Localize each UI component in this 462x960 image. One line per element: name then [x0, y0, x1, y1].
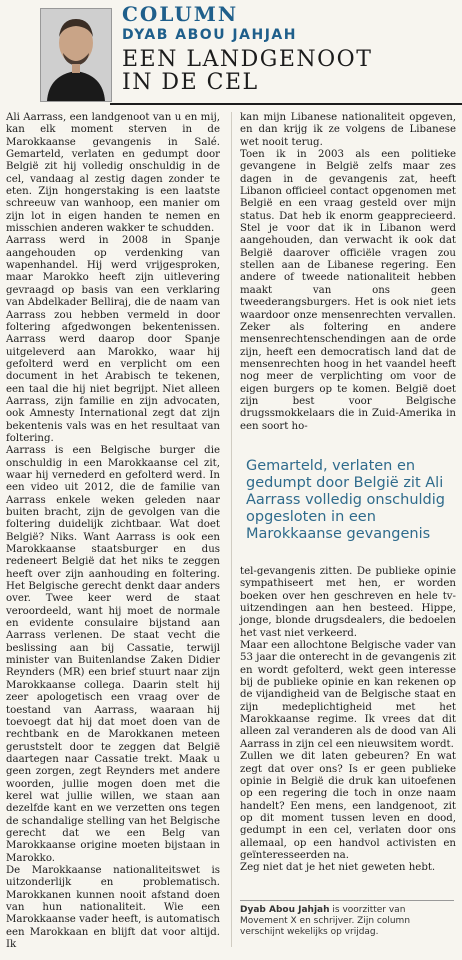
- paragraph: De Marokkaanse nationaliteitswet is uitzonderlijk en problematisch. Marokkanen kunnen nooit afstand doen van hun nationaliteit. Wie een Marokkaanse vader heeft, is automatisch een Marokkaan en blijft dat voor altijd. Ik: [6, 864, 220, 951]
- bio-text: is voorzitter van Movement X en schrijver. Zijn column verschijnt wekelijks op vrijdag.: [240, 905, 411, 937]
- paragraph: Maar een allochtone Belgische vader van 53 jaar die onterecht in de gevangenis zit en wordt gefolterd, wekt geen interesse bij de publieke opinie en kan rekenen op de vijandigheid van de Belgische staat en zijn medeplichtigheid met het Marokkaanse regime. Ik vrees dat dit alleen zal veranderen als de dood van Ali Aarrass in zijn cel een nieuwsitem wordt.: [240, 640, 456, 750]
- paragraph: tel-gevangenis zitten. De publieke opinie sympathiseert met hen, er worden boeken over hen geschreven en hele tv-uitzendingen aan hen besteed. Hippe, jonge, blonde drugsdealers, die bedoelen het vast niet verkeerd.: [240, 566, 456, 639]
- author-portrait-icon: [41, 9, 111, 101]
- section-kicker: COLUMN: [122, 2, 239, 26]
- article-column-right-bottom: [240, 566, 456, 875]
- article-column-right-top: [240, 112, 456, 433]
- paragraph: Aarrass werd in 2008 in Spanje aangehouden op verdenking van wapenhandel. Hij werd vrijgesproken, maar Marokko heeft zijn uitlevering gevraagd op basis van een verklaring van Abdelkader Belliraj, die de naam van Aarrass zou hebben vermeld in door foltering afgedwongen bekentenissen. Aarrass werd daarop door Spanje uitgeleverd aan Marokko, waar hij gefolterd werd en verplicht om een document in het Arabisch te tekenen, een taal die hij niet begrijpt. Niet alleen Aarrass, zijn familie en zijn advocaten, ook Amnesty International zegt dat zijn bekentenis vals was en het resultaat van foltering.: [6, 235, 220, 444]
- paragraph: Toen ik in 2003 als een politieke gevangene in België zelfs maar zes dagen in de gevangenis zat, heeft Libanon officieel contact opgenomen met België en een vraag gesteld over mijn status. Dat heb ik enorm geapprecieerd. Stel je voor dat ik in Libanon werd aangehouden, dan verwacht ik ook dat België daarover officiële vragen zou stellen aan de Libanese regering. Een andere of tweede nationaliteit hebben maakt van ons geen tweederangsburgers. Het is ook niet iets waardoor onze mensenrechten vervallen. Zeker als foltering en andere mensenrechtenschendingen aan de orde zijn, heeft een democratisch land dat de mensenrechten hoog in het vaandel heeft nog meer de verplichting om voor de eigen burgers op te komen. België doet zijn best voor Belgische drugssmokkelaars die in Zuid-Amerika in een soort ho-: [240, 149, 456, 432]
- byline-author: DYAB ABOU JAHJAH: [122, 27, 297, 43]
- paragraph: kan mijn Libanese nationaliteit opgeven, en dan krijg ik ze volgens de Libanese wet nooit terug.: [240, 112, 456, 148]
- pull-quote: Gemarteld, verlaten en gedumpt door België zit Ali Aarrass volledig onschuldig opgesloten in een Marokkaanse gevangenis: [246, 458, 445, 542]
- author-photo: [40, 8, 112, 102]
- column-header: [0, 0, 462, 108]
- headline: [122, 48, 372, 94]
- author-bio: [240, 900, 454, 938]
- article-column-left: [6, 112, 220, 951]
- headline-line-1: EEN LANDGENOOT: [122, 47, 373, 72]
- paragraph: Aarrass is een Belgische burger die onschuldig in een Marokkaanse cel zit, waar hij vernederd en gefolterd werd. In een video uit 2012, die de familie van Aarrass enkele weken geleden naar buiten bracht, zijn de gevolgen van die foltering duidelijk zichtbaar. Wat doet België? Niks. Want Aarrass is ook een Marokkaanse staatsburger en dus redeneert België dat het niks te zeggen heeft over zijn aanhouding en foltering. Het Belgische gerecht denkt daar anders over. Twee keer werd de staat veroordeeld, want hij moet de normale en evidente consulaire bijstand aan Aarrass verlenen. De staat vecht die beslissing aan bij Cassatie, terwijl minister van Buitenlandse Zaken Didier Reynders (MR) een brief stuurt naar zijn Marokkaanse collega. Daarin stelt hij zeer apologetisch een vraag over de toestand van Aarrass, waaraan hij toevoegt dat hij dat moet doen van de rechtbank en de Marokkanen meteen geruststelt door te zeggen dat België daartegen naar Cassatie trekt. Maak u geen zorgen, zegt Reynders met andere woorden, jullie mogen doen met die kerel wat jullie willen, we staan aan dezelfde kant en we verzetten ons tegen de schandalige stelling van het Belgische gerecht dat we een Belg van Marokkaanse origine moeten bijstaan in Marokko.: [6, 445, 220, 864]
- header-rule: [110, 103, 462, 105]
- paragraph: Zullen we dit laten gebeuren? En wat zegt dat over ons? Is er geen publieke opinie in België die druk kan uitoefenen op een regering die toch in onze naam handelt? Een mens, een landgenoot, zit op dit moment tussen leven en dood, gedumpt in een cel, verlaten door ons allemaal, op een handvol activisten en geïnteresseerden na.: [240, 751, 456, 861]
- paragraph: Ali Aarrass, een landgenoot van u en mij, kan elk moment sterven in de Marokkaanse gevangenis in Salé. Gemarteld, verlaten en gedumpt door België zit hij volledig onschuldig in de cel, vandaag al zestig dagen zonder te eten. Zijn hongerstaking is een laatste schreeuw van wanhoop, een manier om zijn lot in eigen handen te nemen en misschien anderen wakker te schudden.: [6, 112, 220, 235]
- column-divider: [231, 112, 232, 947]
- bio-name: Dyab Abou Jahjah: [240, 905, 330, 915]
- paragraph: Zeg niet dat je het niet geweten hebt.: [240, 862, 436, 874]
- headline-line-2: IN DE CEL: [122, 70, 259, 95]
